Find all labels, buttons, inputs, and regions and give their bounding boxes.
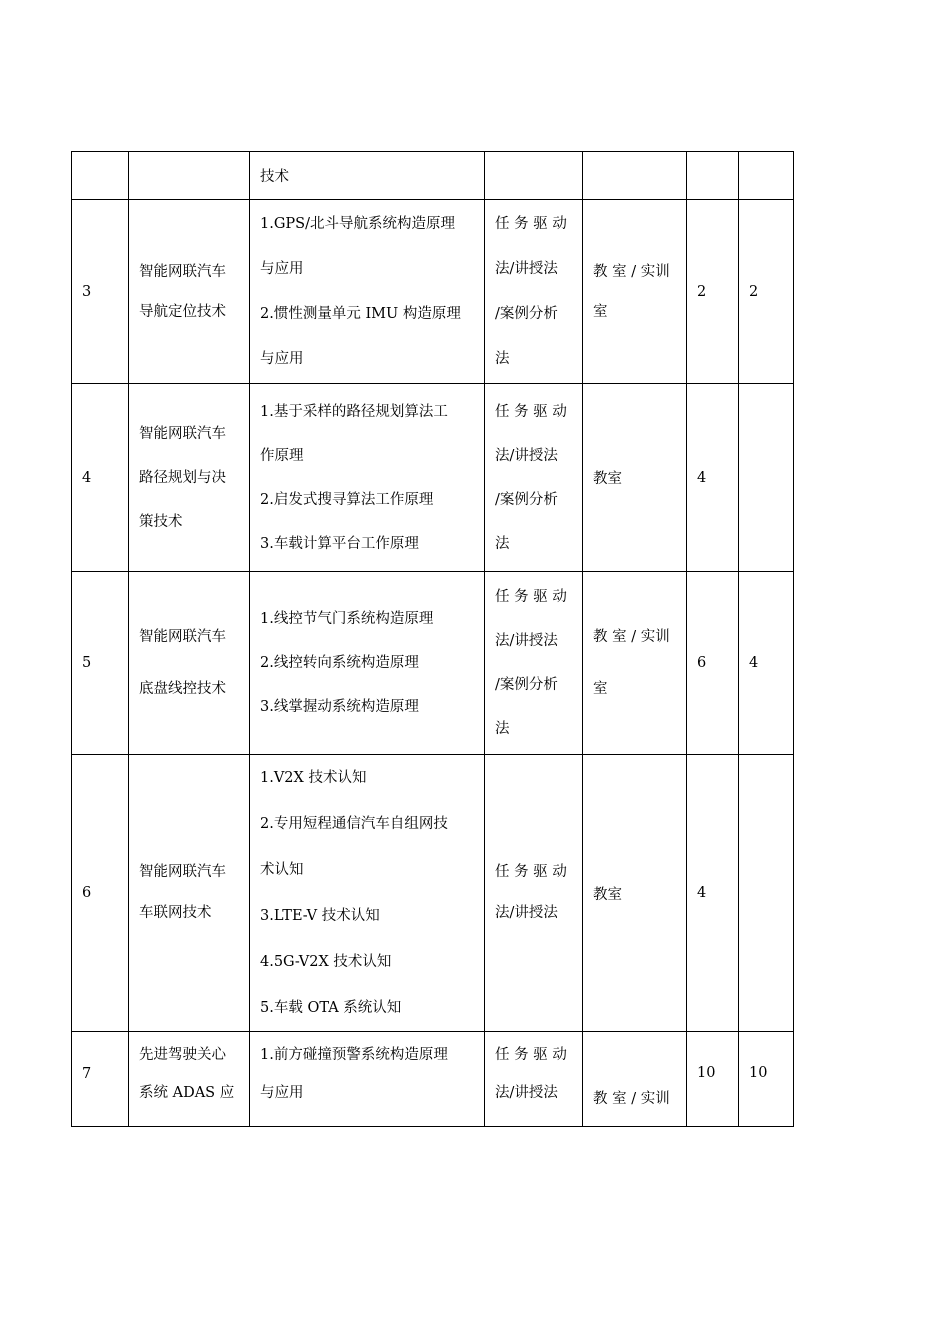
table-row [72, 572, 794, 755]
content-line: 1.GPS/北斗导航系统构造原理 [260, 215, 455, 232]
cell-place [583, 152, 687, 200]
cell-practice-hours: 10 [739, 1032, 794, 1127]
cell-method [485, 572, 583, 755]
cell-practice-hours [739, 152, 794, 200]
content-line: 与应用 [260, 1085, 304, 1101]
cell-method [485, 200, 583, 384]
cell-content [250, 152, 485, 200]
cell-name [129, 200, 250, 384]
place-line: 室 [593, 681, 608, 697]
table-row [72, 152, 794, 200]
content-line: 3.线掌握动系统构造原理 [260, 699, 419, 715]
cell-theory-hours: 10 [687, 1032, 739, 1127]
name-line: 智能网联汽车 [139, 425, 226, 442]
cell-no [72, 152, 129, 200]
name-line: 底盘线控技术 [139, 681, 226, 697]
cell-content [250, 1032, 485, 1127]
cell-no: 7 [72, 1032, 129, 1127]
cell-practice-hours [739, 755, 794, 1032]
cell-method [485, 384, 583, 572]
cell-no: 3 [72, 200, 129, 384]
cell-no: 5 [72, 572, 129, 755]
course-table [71, 151, 794, 1127]
name-line: 系统 ADAS 应 [139, 1085, 235, 1101]
content-line: 2.惯性测量单元 IMU 构造原理 [260, 305, 461, 322]
cell-method [485, 152, 583, 200]
content-line: 1.前方碰撞预警系统构造原理 [260, 1047, 448, 1063]
method-line: /案例分析 [495, 677, 558, 693]
table-row [72, 384, 794, 572]
place-line: 教室 [593, 886, 622, 903]
cell-content [250, 572, 485, 755]
content-line: 与应用 [260, 260, 304, 277]
method-line: 任 务 驱 动 [495, 589, 567, 605]
cell-practice-hours [739, 384, 794, 572]
cell-theory-hours: 6 [687, 572, 739, 755]
cell-place [583, 1032, 687, 1127]
content-line: 3.车载计算平台工作原理 [260, 535, 419, 552]
content-line: 作原理 [260, 447, 304, 464]
cell-name [129, 755, 250, 1032]
cell-content [250, 755, 485, 1032]
content-line: 3.LTE-V 技术认知 [260, 908, 380, 924]
method-line: 法/讲授法 [495, 1085, 558, 1101]
content-line: 1.V2X 技术认知 [260, 770, 367, 786]
method-line: 法 [495, 535, 510, 552]
content-line: 5.车载 OTA 系统认知 [260, 1000, 402, 1016]
cell-place [583, 384, 687, 572]
cell-content [250, 384, 485, 572]
cell-practice-hours: 4 [739, 572, 794, 755]
place-line: 教 室 / 实训 [593, 1091, 670, 1107]
cell-name [129, 572, 250, 755]
cell-theory-hours [687, 152, 739, 200]
name-line: 车联网技术 [139, 905, 212, 921]
cell-name [129, 1032, 250, 1127]
method-line: 法 [495, 721, 510, 737]
place-line: 教 室 / 实训 [593, 629, 670, 645]
content-line: 2.专用短程通信汽车自组网技 [260, 816, 448, 832]
name-line: 智能网联汽车 [139, 864, 226, 880]
cell-theory-hours: 4 [687, 755, 739, 1032]
method-line: /案例分析 [495, 305, 558, 322]
name-line: 先进驾驶关心 [139, 1047, 226, 1063]
name-line: 导航定位技术 [139, 303, 226, 320]
place-line: 教室 [593, 471, 622, 487]
method-line: 任 务 驱 动 [495, 1047, 567, 1063]
method-line: 法/讲授法 [495, 905, 558, 921]
cell-place [583, 755, 687, 1032]
cell-place [583, 200, 687, 384]
cell-no: 4 [72, 384, 129, 572]
cell-place [583, 572, 687, 755]
cell-content [250, 200, 485, 384]
content-line: 2.线控转向系统构造原理 [260, 655, 419, 671]
cell-name [129, 152, 250, 200]
content-line: 1.线控节气门系统构造原理 [260, 611, 434, 627]
name-line: 智能网联汽车 [139, 263, 226, 280]
cell-theory-hours: 4 [687, 384, 739, 572]
place-line: 教 室 / 实训 [593, 263, 670, 280]
method-line: 任 务 驱 动 [495, 215, 567, 232]
place-line: 室 [593, 303, 608, 320]
table-row [72, 1032, 794, 1127]
table-row [72, 755, 794, 1032]
method-line: 法/讲授法 [495, 260, 558, 277]
method-line: /案例分析 [495, 491, 558, 508]
cell-theory-hours: 2 [687, 200, 739, 384]
cell-no: 6 [72, 755, 129, 1032]
table-row [72, 200, 794, 384]
method-line: 任 务 驱 动 [495, 864, 567, 880]
content-line: 1.基于采样的路径规划算法工 [260, 403, 448, 420]
content-line: 2.启发式搜寻算法工作原理 [260, 491, 434, 508]
name-line: 智能网联汽车 [139, 629, 226, 645]
content-line: 技术 [260, 169, 289, 185]
method-line: 法 [495, 350, 510, 367]
cell-practice-hours: 2 [739, 200, 794, 384]
content-line: 术认知 [260, 862, 304, 878]
name-line: 策技术 [139, 513, 183, 530]
method-line: 法/讲授法 [495, 447, 558, 464]
name-line: 路径规划与决 [139, 469, 226, 486]
cell-name [129, 384, 250, 572]
content-line: 4.5G-V2X 技术认知 [260, 954, 392, 970]
cell-method [485, 755, 583, 1032]
content-line: 与应用 [260, 350, 304, 367]
method-line: 任 务 驱 动 [495, 403, 567, 420]
method-line: 法/讲授法 [495, 633, 558, 649]
cell-method [485, 1032, 583, 1127]
